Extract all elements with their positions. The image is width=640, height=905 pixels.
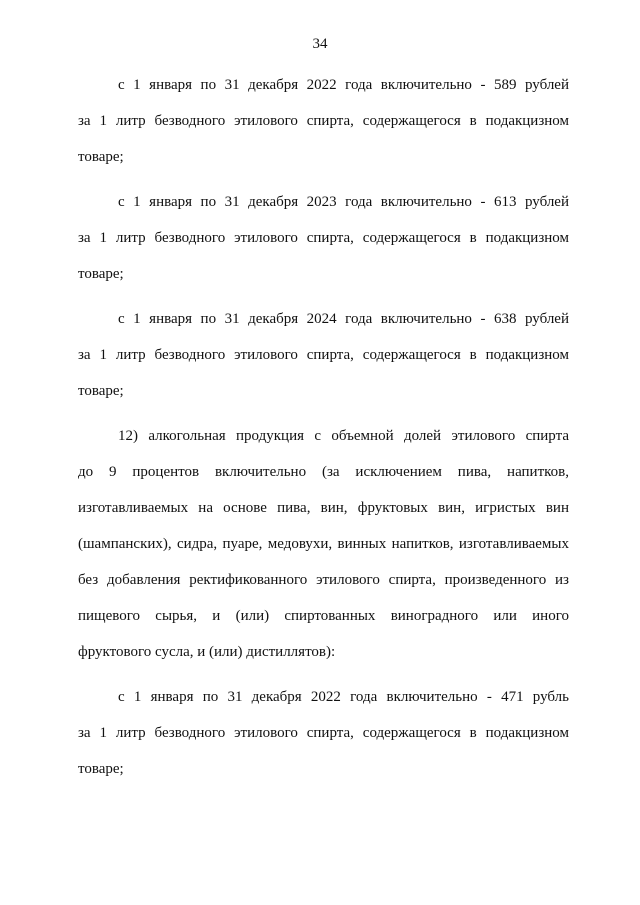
- paragraph-line: товаре;: [78, 149, 124, 165]
- page-number: 34: [312, 36, 328, 52]
- paragraph-line: 12) алкогольная продукция с объемной долей этилового спирта: [118, 428, 569, 444]
- paragraph-line: за 1 литр безводного этилового спирта, содержащегося в подакцизном: [78, 347, 569, 363]
- paragraph-line: до 9 процентов включительно (за исключением пива, напитков,: [78, 464, 569, 480]
- paragraph-line: товаре;: [78, 266, 124, 282]
- paragraph-line: (шампанских), сидра, пуаре, медовухи, винных напитков, изготавливаемых: [78, 536, 569, 552]
- paragraph-line: за 1 литр безводного этилового спирта, содержащегося в подакцизном: [78, 725, 569, 741]
- paragraph-item-12-alcohol-products: [78, 425, 569, 677]
- paragraph-line: фруктового сусла, и (или) дистиллятов):: [78, 644, 336, 660]
- paragraph-line: товаре;: [78, 761, 124, 777]
- paragraph-line: товаре;: [78, 383, 124, 399]
- paragraph-line: с 1 января по 31 декабря 2024 года включительно - 638 рублей: [118, 311, 569, 327]
- paragraph-2023-rate-613: [78, 191, 569, 299]
- document-body: [78, 74, 569, 803]
- paragraph-line: пищевого сырья, и (или) спиртованных виноградного или иного: [78, 608, 569, 624]
- paragraph-2024-rate-638: [78, 308, 569, 416]
- paragraph-line: за 1 литр безводного этилового спирта, содержащегося в подакцизном: [78, 230, 569, 246]
- paragraph-line: за 1 литр безводного этилового спирта, содержащегося в подакцизном: [78, 113, 569, 129]
- paragraph-2022-rate-589: [78, 74, 569, 182]
- paragraph-line: без добавления ректификованного этилового спирта, произведенного из: [78, 572, 569, 588]
- paragraph-line: изготавливаемых на основе пива, вин, фруктовых вин, игристых вин: [78, 500, 569, 516]
- paragraph-2022-rate-471: [78, 686, 569, 794]
- paragraph-line: с 1 января по 31 декабря 2022 года включительно - 471 рубль: [118, 689, 569, 705]
- paragraph-line: с 1 января по 31 декабря 2022 года включительно - 589 рублей: [118, 77, 569, 93]
- paragraph-line: с 1 января по 31 декабря 2023 года включительно - 613 рублей: [118, 194, 569, 210]
